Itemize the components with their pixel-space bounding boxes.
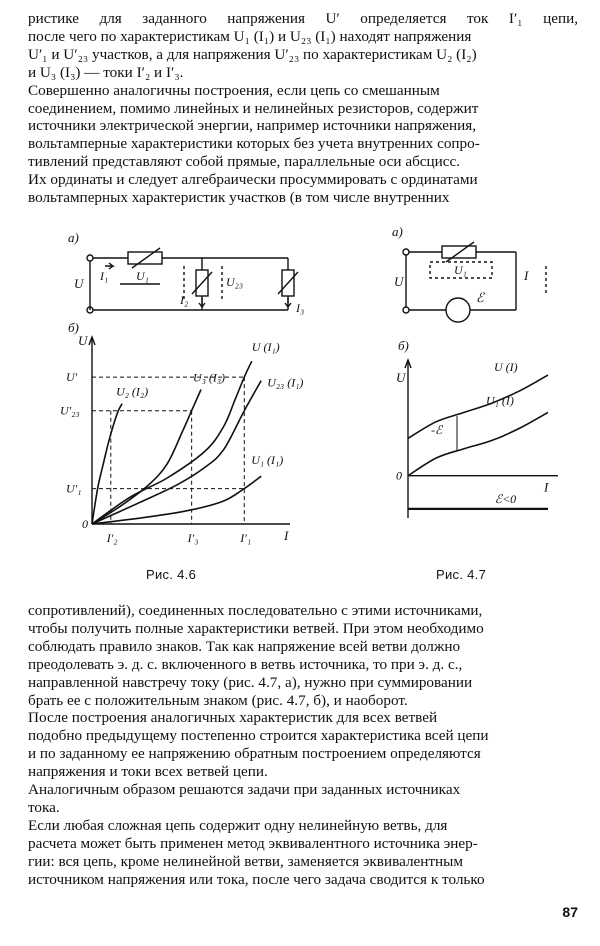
fig46-series-label: U₃ (I₃) xyxy=(193,370,226,385)
text-line: направленной навстречу току (рис. 4.7, а), нужно при суммировании xyxy=(28,673,473,691)
fig46-tick-label-origin: 0 xyxy=(82,517,88,531)
fig47-terminal-bottom xyxy=(403,307,409,313)
text-line: преодолевать э. д. с. включенного в ветвь источника, то при э. д. с., xyxy=(28,655,463,673)
text-line: чтобы получить полные характеристики ветвей. При этом необходимо xyxy=(28,619,484,637)
text-line: брать ее с положительным знаком (рис. 4.7, б), и наоборот. xyxy=(28,691,408,709)
text-line: после чего по характеристикам U₁ (I₁) и U₂₃ (I₁) находят напряжения xyxy=(28,27,472,45)
page-number: 87 xyxy=(562,904,578,920)
fig46-label-u23: U₂₃ xyxy=(226,275,244,289)
fig46-tick-label-u: U′ xyxy=(66,370,78,385)
fig46-series-line xyxy=(92,390,201,525)
text-line: источники электрической энергии, например источники напряжения, xyxy=(28,117,477,135)
fig46-current-arrow xyxy=(199,298,205,307)
fig46-series-line xyxy=(92,381,261,524)
fig46-series-label: U (I₁) xyxy=(251,340,280,355)
text-line: соединением, помимо линейных и нелинейных резисторов, содержит xyxy=(28,99,479,117)
text-line: тока. xyxy=(28,798,60,816)
fig47-annotation-e-negative: ℰ<0 xyxy=(494,491,517,506)
text-line: подобно предыдущему постепенно строится характеристика всей цепи xyxy=(28,727,489,745)
fig47-label-i: I xyxy=(524,268,529,283)
fig46-y-axis-label: U xyxy=(78,333,88,348)
fig46-label-i2: I₂ xyxy=(180,293,189,307)
text-line: источником напряжения или тока, после чего задача сводится к только xyxy=(28,870,485,888)
fig46-tick-label-i2: I′₂ xyxy=(106,531,118,545)
figure-4-6 xyxy=(60,222,320,552)
fig47-panel-b-label: б) xyxy=(398,338,409,353)
fig46-tick-label-i1: I′₁ xyxy=(240,531,252,545)
figure-4-7 xyxy=(378,222,578,532)
text-line: U′₁ и U′₂₃ участков, а для напряжения U′₂₃ по характеристикам U₂ (I₂) xyxy=(28,45,477,63)
fig46-caption: Рис. 4.6 xyxy=(146,567,197,582)
fig47-series-label: U₁ (I) xyxy=(486,393,514,408)
fig46-label-u: U xyxy=(74,276,84,291)
text-line: расчета может быть применен метод эквивалентного источника энер- xyxy=(28,834,478,852)
fig46-panel-b-label: б) xyxy=(68,320,79,335)
text-line: напряжения и токи всех ветвей цепи. xyxy=(28,763,268,781)
text-line: ристике для заданного напряжения U′ определяется ток I′₁ цепи, xyxy=(28,10,578,27)
text-line: Совершенно аналогичны построения, если цепь со смешанным xyxy=(28,81,440,99)
fig46-series-line xyxy=(92,476,261,524)
fig47-series-line xyxy=(408,412,548,475)
text-line: гии: вся цепь, кроме нелинейной ветви, заменяется эквивалентным xyxy=(28,852,463,870)
text-line: и U₃ (I₃) — токи I′₂ и I′₃. xyxy=(28,63,184,81)
text-line: После построения аналогичных характеристик для всех ветвей xyxy=(28,709,438,727)
text-line: и по заданному ее напряжению обратным построением определяются xyxy=(28,745,481,763)
fig46-label-u1: U₁ xyxy=(136,269,149,283)
fig46-tick-label-i3: I′₃ xyxy=(187,531,199,545)
text-line: вольтамперные характеристики которых без учета внутренних сопро- xyxy=(28,135,480,153)
fig46-panel-a-label: а) xyxy=(68,230,79,245)
fig46-tick-label-u1: U′₁ xyxy=(66,481,82,496)
fig47-x-axis-label: I xyxy=(544,479,549,495)
fig47-label-e: ℰ xyxy=(476,290,484,305)
fig46-tick-label-u23: U′₂₃ xyxy=(60,403,80,418)
bottom-paragraph xyxy=(28,602,578,889)
fig46-label-i1: I₁ xyxy=(100,269,109,283)
fig46-series-label: U₂₃ (I₁) xyxy=(267,375,304,390)
fig47-voltage-source xyxy=(446,298,470,322)
fig47-chart xyxy=(396,360,558,518)
fig46-circuit xyxy=(87,248,298,313)
fig47-series-line xyxy=(408,375,548,438)
text-line: соблюдать правило знаков. Так как напряжение всей ветви должно xyxy=(28,637,461,655)
text-line: сопротивлений), соединенных последовательно с этими источниками, xyxy=(28,602,483,619)
fig47-series-label: U (I) xyxy=(494,360,518,375)
text-line: Их ординаты и следует алгебраически просуммировать с ординатами xyxy=(28,171,478,189)
fig46-chart xyxy=(60,333,303,545)
text-line: вольтамперных характеристик участков (в том числе внутренних xyxy=(28,189,450,207)
fig46-series-label: U₂ (I₂) xyxy=(116,384,149,399)
text-line: Если любая сложная цепь содержит одну нелинейную ветвь, для xyxy=(28,816,448,834)
fig47-terminal-top xyxy=(403,249,409,255)
fig47-caption: Рис. 4.7 xyxy=(436,567,487,582)
fig46-current-arrow xyxy=(285,298,291,307)
fig47-label-u1: U₁ xyxy=(454,263,467,277)
fig47-y-axis-label: U xyxy=(396,370,406,385)
fig47-label-u: U xyxy=(394,274,404,289)
fig46-terminal-top xyxy=(87,255,93,261)
fig46-x-axis-label: I xyxy=(284,528,289,543)
fig46-series-label: U₁ (I₁) xyxy=(251,453,284,468)
top-paragraph xyxy=(28,10,578,207)
text-line: Аналогичным образом решаются задачи при заданных источниках xyxy=(28,781,461,799)
fig47-panel-a-label: а) xyxy=(392,224,403,239)
fig47-tick-label-origin: 0 xyxy=(396,468,402,483)
fig46-label-i3: I₃ xyxy=(296,301,305,315)
text-line: тивлений представляют собой прямые, параллельные оси абсцисс. xyxy=(28,153,461,171)
fig47-annotation-minus-e: -ℰ xyxy=(431,423,443,438)
